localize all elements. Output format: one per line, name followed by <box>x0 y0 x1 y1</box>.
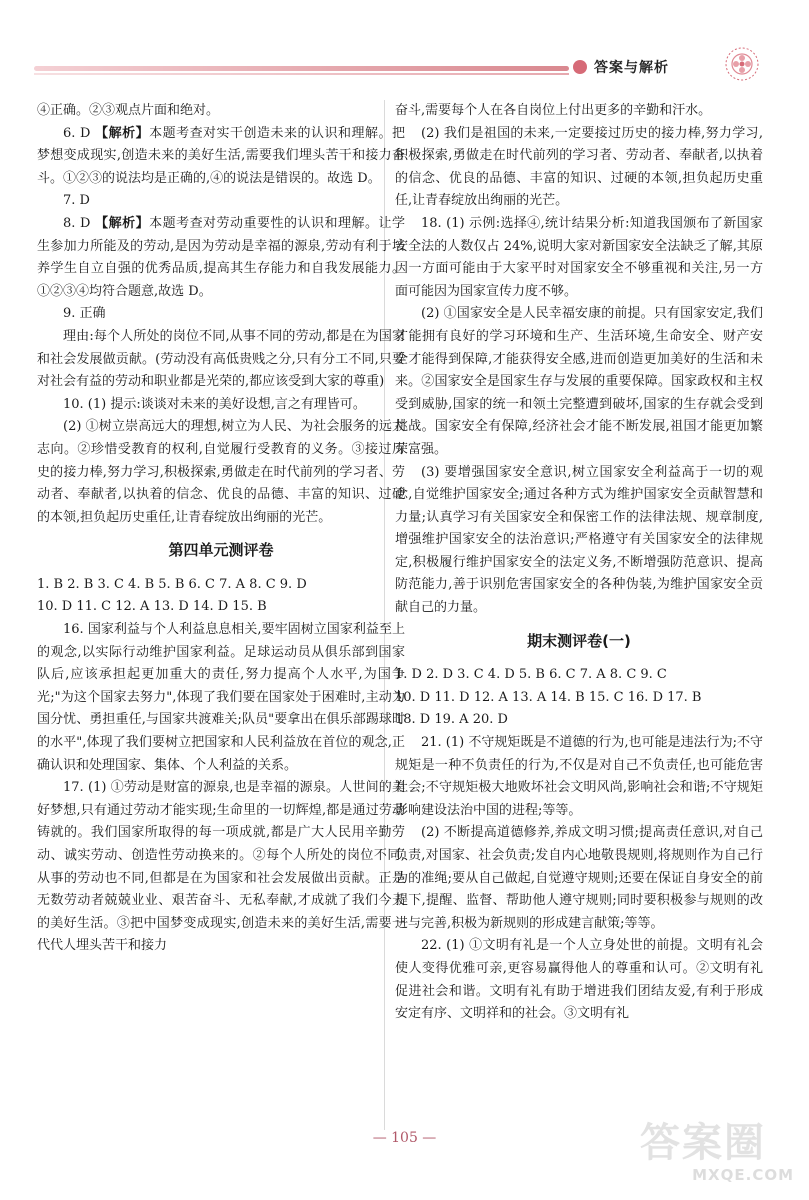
header-dot-icon <box>573 60 587 74</box>
answer-paragraph: (2) ①国家安全是人民幸福安康的前提。只有国家安定,我们才能拥有良好的学习环境和生产、生活环境,生命安全、财产安全才能得到保障,才能获得安全感,进而创造更加美好的生活和未来。②国家安全是国家生存与发展的重要保障。国家政权和主权受到威胁,国家的统一和领土完整遭到破坏,国家的生存就会受到挑战。国家安全有保障,经济社会才能不断发展,祖国才能更加繁荣富强。 <box>395 306 763 457</box>
answer-key-row: 10. D 11. D 12. A 13. A 14. B 15. C 16. D 17. B <box>395 689 702 705</box>
header-rule <box>34 66 569 71</box>
header-rule-thin <box>34 73 569 75</box>
answer-key-row: 1. B 2. B 3. C 4. B 5. B 6. C 7. A 8. C 9. D <box>37 576 307 592</box>
answer-paragraph: 奋斗,需要每个人在各自岗位上付出更多的辛勤和汗水。 <box>395 103 712 118</box>
answer-paragraph: (2) 我们是祖国的未来,一定要接过历史的接力棒,努力学习,积极探索,勇做走在时代前列的学习者、劳动者、奉献者,以执着的信念、优良的品德、丰富的知识、过硬的本领,担负起历史重任,让青春绽放出绚丽的光芒。 <box>395 125 763 209</box>
answer-paragraph: 21. (1) 不守规矩既是不道德的行为,也可能是违法行为;不守规矩是一种不负责任的行为,不仅是对自己不负责任,也可能危害社会;不守规矩极大地败坏社会文明风尚,影响社会和谐;不守规矩影响建设法治中国的进程;等等。 <box>395 735 763 818</box>
watermark <box>640 1120 800 1195</box>
answer-key-row: 18. D 19. A 20. D <box>395 712 508 728</box>
page-number: — 105 — <box>372 1130 437 1146</box>
section-title: 第四单元测评卷 <box>168 541 274 560</box>
answer-paragraph <box>37 123 405 191</box>
answer-key-row: 10. D 11. C 12. A 13. D 14. D 15. B <box>37 599 267 615</box>
watermark-main: 答案圈 <box>640 1120 766 1166</box>
section-title: 期末测评卷(一) <box>527 631 631 650</box>
answer-paragraph: 16. 国家利益与个人利益息息相关,要牢固树立国家利益至上的观念,以实际行动维护国家利益。足球运动员从俱乐部到国家队后,应该承担起更加重大的责任,努力提高个人水平,为国争光;"为这个国家去努力",体现了我们要在国家处于困难时,主动为国分忧、勇担重任,与国家共渡难关;队员"要拿出在俱乐部踢球时的水平",体现了我们要树立把国家和人民利益放在首位的观念,正确认识和处理国家、集体、个人利益的关系。 <box>37 622 405 773</box>
answer-paragraph: 22. (1) ①文明有礼是一个人立身处世的前提。文明有礼会使人变得优雅可亲,更容易赢得他人的尊重和认可。②文明有礼促进社会和谐。文明有礼有助于增进我们团结友爱,有利于形成安定有序、文明祥和的社会。③文明有礼 <box>395 938 763 1022</box>
left-column <box>37 100 405 958</box>
watermark-sub: MXQE.COM <box>692 1166 794 1184</box>
analysis-text: 本题考查对实干创造未来的认识和理解。把梦想变成现实,创造未来的美好生活,需要我们埋头苦干和接力奋斗。①②③的说法均是正确的,④的说法是错误的。故选 D。 <box>37 125 405 186</box>
answer-paragraph: (2) 不断提高道德修养,养成文明习惯;提高责任意识,对自己负责,对国家、社会负责;发自内心地敬畏规则,将规则作为自己行为的准绳;要从自己做起,自觉遵守规则;还要在保证自身安全的前提下,提醒、监督、帮助他人遵守规则;同时要积极参与规则的改进与完善,积极为新规则的形成建言献策;等等。 <box>395 825 763 931</box>
right-column <box>395 100 763 1026</box>
answer-paragraph: 理由:每个人所处的岗位不同,从事不同的劳动,都是在为国家和社会发展做贡献。(劳动没有高低贵贱之分,只有分工不同,只要对社会有益的劳动和职业都是光荣的,都应该受到大家的尊重) <box>37 328 405 390</box>
question-number: 8. D <box>63 215 96 231</box>
answer-paragraph: 9. 正确 <box>63 306 106 322</box>
answer-paragraph: 17. (1) ①劳动是财富的源泉,也是幸福的源泉。人世间的美好梦想,只有通过劳动才能实现;生命里的一切辉煌,都是通过劳动铸就的。我们国家所取得的每一项成就,都是广大人民用辛勤劳动、诚实劳动、创造性劳动换来的。②每个人所处的岗位不同,从事的劳动也不同,但都是在为国家和社会发展做出贡献。正是无数劳动者兢兢业业、艰苦奋斗、无私奉献,才成就了我们今天的美好生活。③把中国梦变成现实,创造未来的美好生活,需要一代代人埋头苦干和接力 <box>37 780 405 954</box>
answer-paragraph: (3) 要增强国家安全意识,树立国家安全利益高于一切的观念,自觉维护国家安全;通过各种方式为维护国家安全贡献智慧和力量;认真学习有关国家安全和保密工作的法律法规、规章制度,增强维护国家安全的法治意识;严格遵守有关国家安全的法律规定,积极履行维护国家安全的法定义务,不断增强防范意识、提高防范能力,善于识别危害国家安全的各种伪装,为维护国家安全贡献自己的力量。 <box>395 464 763 616</box>
analysis-tag: 【解析】 <box>95 215 150 231</box>
analysis-text: 本题考查对劳动重要性的认识和理解。让学生参加力所能及的劳动,是因为劳动是幸福的源泉,劳动有利于培养学生自立自强的优秀品质,提高其生存能力和自我发展能力。①②③④均符合题意,故选 D。 <box>37 215 405 299</box>
question-number: 6. D <box>63 125 96 141</box>
flower-emblem-icon <box>722 44 762 84</box>
answer-paragraph: ④正确。②③观点片面和绝对。 <box>37 103 220 118</box>
answer-paragraph: (2) ①树立崇高远大的理想,树立为人民、为社会服务的远大志向。②珍惜受教育的权利,自觉履行受教育的义务。③接过历史的接力棒,努力学习,积极探索,勇做走在时代前列的学习者、劳动者、奉献者,以执着的信念、优良的品德、丰富的知识、过硬的本领,担负起历史重任,让青春绽放出绚丽的光芒。 <box>37 419 405 525</box>
answer-key-row: 1. D 2. D 3. C 4. D 5. B 6. C 7. A 8. C 9. C <box>395 667 667 683</box>
answer-paragraph <box>37 213 405 303</box>
answer-paragraph: 10. (1) 提示:谈谈对未来的美好设想,言之有理皆可。 <box>63 396 366 412</box>
header-title: 答案与解析 <box>594 60 669 76</box>
analysis-tag: 【解析】 <box>95 125 150 141</box>
answer-paragraph: 18. (1) 示例:选择④,统计结果分析:知道我国颁布了新国家安全法的人数仅占 24%,说明大家对新国家安全法缺乏了解,其原因一方面可能由于大家平时对国家安全不够重视和关注,另一方面可能因为国家宣传力度不够。 <box>395 215 763 299</box>
answer-paragraph: 7. D <box>63 193 90 209</box>
